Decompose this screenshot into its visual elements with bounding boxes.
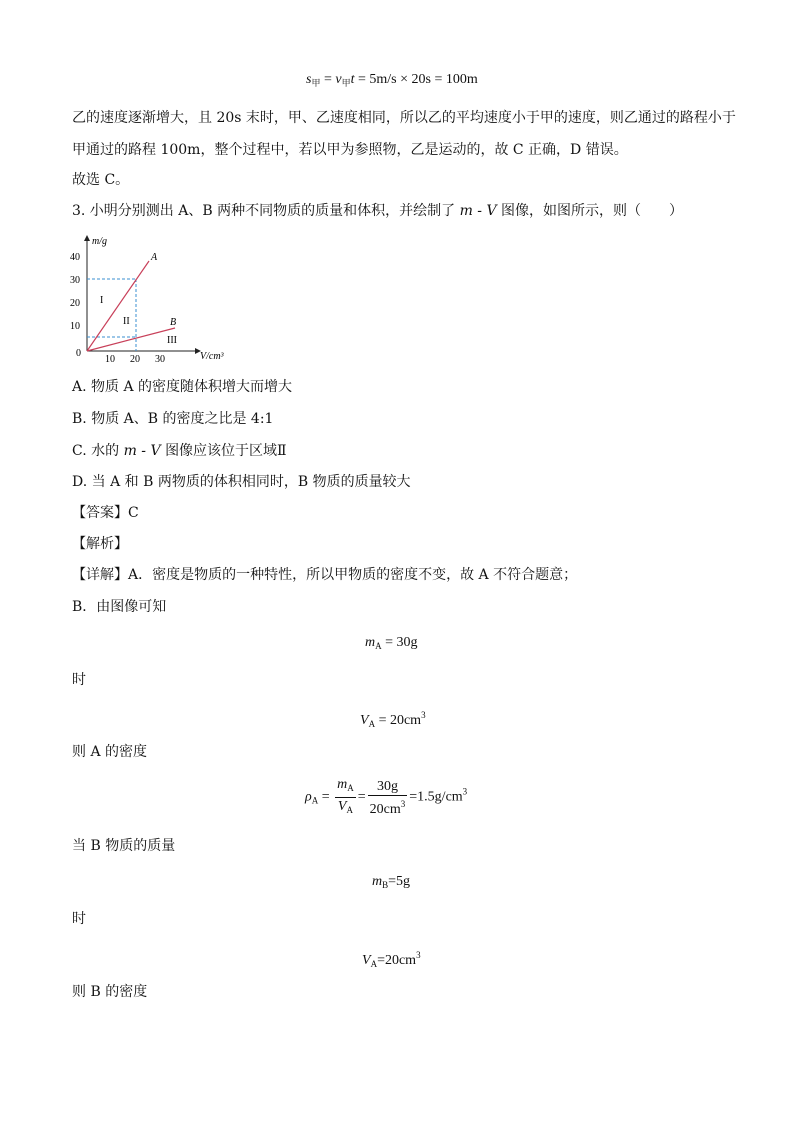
- option-d: D. 当 A 和 B 两物质的体积相同时，B 物质的质量较大: [72, 474, 411, 490]
- text-then-b: 则 B 的密度: [72, 984, 148, 1000]
- y-tick-20: 20: [70, 298, 80, 309]
- option-b: B. 物质 A、B 的密度之比是 4:1: [72, 411, 274, 427]
- y-tick-30: 30: [70, 275, 80, 286]
- equation-mass-b: $m_B=5g$: [372, 874, 411, 890]
- fraction-values: $\frac{30g}{20cm^3}$: [369, 778, 406, 817]
- equation-distance: $s_甲 = v_甲t = 5m/s \times 20s = 100m$: [306, 72, 478, 88]
- answer-line: 【答案】C: [72, 505, 139, 521]
- x-tick-10: 10: [105, 354, 115, 365]
- region-1-label: I: [100, 295, 104, 306]
- text-then-a: 则 A 的密度: [72, 744, 148, 760]
- option-c: C. 水的 m - V 图像应该位于区域Ⅱ: [72, 443, 287, 459]
- x-axis-label: V/cm³: [200, 351, 224, 362]
- origin-label: 0: [76, 348, 81, 359]
- option-a: A. 物质 A 的密度随体积增大而增大: [72, 379, 293, 395]
- line-b-label: B: [170, 317, 177, 328]
- equation-volume-a-2: $V_A=20cm^3$: [362, 950, 421, 969]
- x-tick-20: 20: [130, 354, 140, 365]
- x-tick-30: 30: [155, 354, 165, 365]
- fraction-m-over-v: $\frac{m_A}{V_A}$: [337, 777, 354, 815]
- paragraph-line-1: 乙的速度逐渐增大，且 20s 末时，甲、乙速度相同，所以乙的平均速度小于甲的速度，则乙通过的路程小于: [72, 110, 736, 126]
- equation-density-a: $\rho_A$ = $\frac{m_A}{V_A}$ = $\frac{30g}{20cm^3}$ $=1.5g/cm^3$: [305, 776, 467, 819]
- equation-mass-a: $m_A = 30g$: [365, 635, 418, 651]
- paragraph-line-3: 故选 C。: [72, 172, 130, 188]
- question-stem: 3. 小明分别测出 A、B 两种不同物质的质量和体积，并绘制了 m - V 图像，如图所示，则（ ）: [72, 203, 684, 219]
- line-a-label: A: [151, 252, 158, 263]
- region-3-label: III: [167, 335, 177, 346]
- y-tick-40: 40: [70, 252, 80, 263]
- text-when-b: 当 B 物质的质量: [72, 838, 176, 854]
- region-2-label: II: [123, 316, 130, 327]
- detail-a: 【详解】A．密度是物质的一种特性，所以甲物质的密度不变，故 A 不符合题意；: [72, 567, 578, 583]
- text-when-1: 时: [72, 672, 86, 688]
- m-v-graph: [66, 230, 246, 365]
- paragraph-line-2: 甲通过的路程 100m，整个过程中，若以甲为参照物，乙是运动的，故 C 正确，D 错误。: [72, 142, 628, 158]
- y-tick-10: 10: [70, 321, 80, 332]
- equation-volume-a: $V_A = 20cm^3$: [360, 710, 426, 729]
- analysis-tag: 【解析】: [72, 536, 128, 552]
- y-axis-label: m/g: [92, 236, 107, 247]
- text-when-2: 时: [72, 911, 86, 927]
- detail-b-intro: B．由图像可知: [72, 599, 167, 615]
